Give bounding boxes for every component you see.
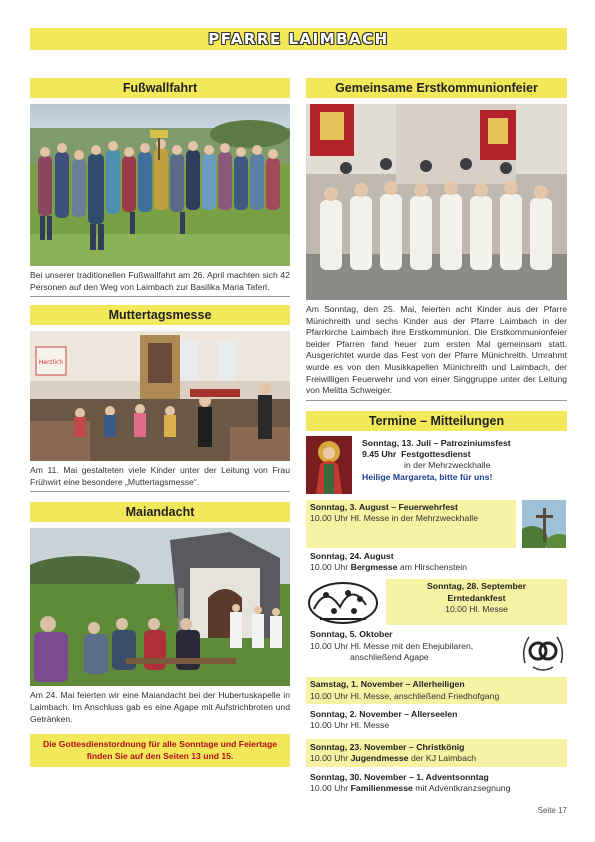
- event-5-line2: anschließend Agape: [350, 651, 429, 662]
- event-6-line: 10.00 Uhr Hl. Messe, anschließend Friedhofgang: [310, 690, 500, 701]
- mothers-day-mass-photo: [30, 331, 290, 461]
- caption-muttertagsmesse: Am 11. Mai gestalteten viele Kinder unter der Leitung von Frau Frühwirt eine besondere „Muttertagsmesse“.: [30, 461, 290, 492]
- right-column: [306, 78, 567, 795]
- section-heading-fusswallfahrt: Fußwallfahrt: [30, 78, 290, 98]
- wedding-rings-icon: [519, 629, 567, 673]
- event-6-date: Samstag, 1. November – Allerheiligen: [310, 679, 465, 690]
- first-communion-photo: [306, 104, 567, 300]
- event-3-time: 10.00 Uhr: [310, 562, 349, 573]
- caption-maiandacht: Am 24. Mai feierten wir eine Maiandacht bei der Hubertuskapelle in Laimbach. Im Anschluss gab es eine Agape mit Aufstrichbroten und Getränken.: [30, 690, 290, 724]
- event-1-place: in der Mehrzweckhalle: [404, 460, 491, 471]
- event-8-bold: Jugendmesse: [350, 752, 409, 763]
- event-1-date: Sonntag, 13. Juli – Patroziniumsfest: [362, 437, 511, 448]
- caption-fusswallfahrt: Bei unserer traditionellen Fußwallfahrt am 26. April machten sich 42 Personen auf den Weg von Laimbach zur Basilika Maria Taferl.: [30, 266, 290, 297]
- pilgrimage-group-photo: [30, 104, 290, 266]
- event-3-date: Sonntag, 24. August: [310, 550, 394, 561]
- saint-margareta-image: [306, 436, 352, 494]
- caption-erstkommunion: Am Sonntag, den 25. Mai, feierten acht Kinder aus der Pfarre Münichreith und sechs Kinder aus der Pfarre Laimbach in der Pfarrkirche Laimbach ihre Erstkommunion. Die Erstkommunionfeier beider Pfarren fand heuer zum ersten Mal gemeinsam statt. Ausgerichtet wurde das Fest von der Pfarre Münichreith. Umrahmt wurde es von den Musikkapellen Münichreith und Laimbach, der Freiwilligen Feuerwehr und von einer Singgruppe unter der Leitung von Melitta Schweiger.: [306, 300, 567, 401]
- event-ehejubilare: [306, 629, 567, 673]
- page-number: Seite 17: [537, 806, 567, 815]
- poster-text: Herzlich: [38, 359, 64, 367]
- event-allerseelen: [306, 709, 567, 732]
- event-feuerwehrfest: [306, 500, 567, 548]
- event-1-title: Festgottesdienst: [401, 449, 471, 460]
- event-christkoenig: [306, 739, 567, 768]
- event-3-rest: am Hirschenstein: [399, 562, 467, 573]
- event-allerheiligen: [306, 677, 567, 704]
- section-heading-erstkommunion: Gemeinsame Erstkommunionfeier: [306, 78, 567, 98]
- may-devotion-photo: [30, 528, 290, 686]
- page-header-banner: [30, 28, 567, 50]
- event-bergmesse: [306, 551, 567, 574]
- event-erntedankfest: [306, 579, 567, 625]
- event-9-bold: Familienmesse: [350, 783, 413, 794]
- event-7-line: 10.00 Uhr Hl. Messe: [310, 720, 390, 731]
- event-1-prayer: Heilige Margareta, bitte für uns!: [362, 471, 493, 482]
- event-4-title: Erntedankfest: [447, 592, 506, 603]
- event-8-date: Sonntag, 23. November – Christkönig: [310, 741, 465, 752]
- page-title: PFARRE LAIMBACH: [208, 30, 389, 48]
- event-8-rest: der KJ Laimbach: [410, 752, 477, 763]
- event-2-date: Sonntag, 3. August – Feuerwehrfest: [310, 501, 458, 512]
- section-heading-muttertagsmesse: Muttertagsmesse: [30, 305, 290, 325]
- event-9-date: Sonntag, 30. November – 1. Adventsonntag: [310, 772, 489, 783]
- service-schedule-notice: Die Gottesdienstordnung für alle Sonntage und Feiertage finden Sie auf den Seiten 13 und 15.: [30, 734, 290, 767]
- summit-cross-image: [522, 500, 566, 548]
- event-4-line: 10.00 Hl. Messe: [445, 603, 508, 614]
- event-5-line1: 10.00 Uhr Hl. Messe mit den Ehejubilaren,: [310, 640, 474, 651]
- event-7-date: Sonntag, 2. November – Allerseelen: [310, 708, 458, 719]
- event-9-rest: mit Adventkranzsegnung: [415, 783, 511, 794]
- event-4-date: Sonntag, 28. September: [427, 581, 526, 592]
- event-patrozinium: [306, 436, 567, 494]
- section-heading-termine: Termine – Mitteilungen: [306, 411, 567, 431]
- left-column: [30, 78, 290, 767]
- harvest-illustration: [306, 579, 380, 625]
- event-3-bold: Bergmesse: [350, 562, 398, 573]
- section-heading-maiandacht: Maiandacht: [30, 502, 290, 522]
- event-advent: [306, 772, 567, 795]
- event-9-time: 10.00 Uhr: [310, 783, 349, 794]
- event-8-time: 10.00 Uhr: [310, 752, 349, 763]
- event-1-time: 9.45 Uhr: [362, 449, 397, 460]
- event-2-line: 10.00 Uhr Hl. Messe in der Mehrzweckhalle: [310, 513, 479, 524]
- event-5-date: Sonntag, 5. Oktober: [310, 629, 393, 640]
